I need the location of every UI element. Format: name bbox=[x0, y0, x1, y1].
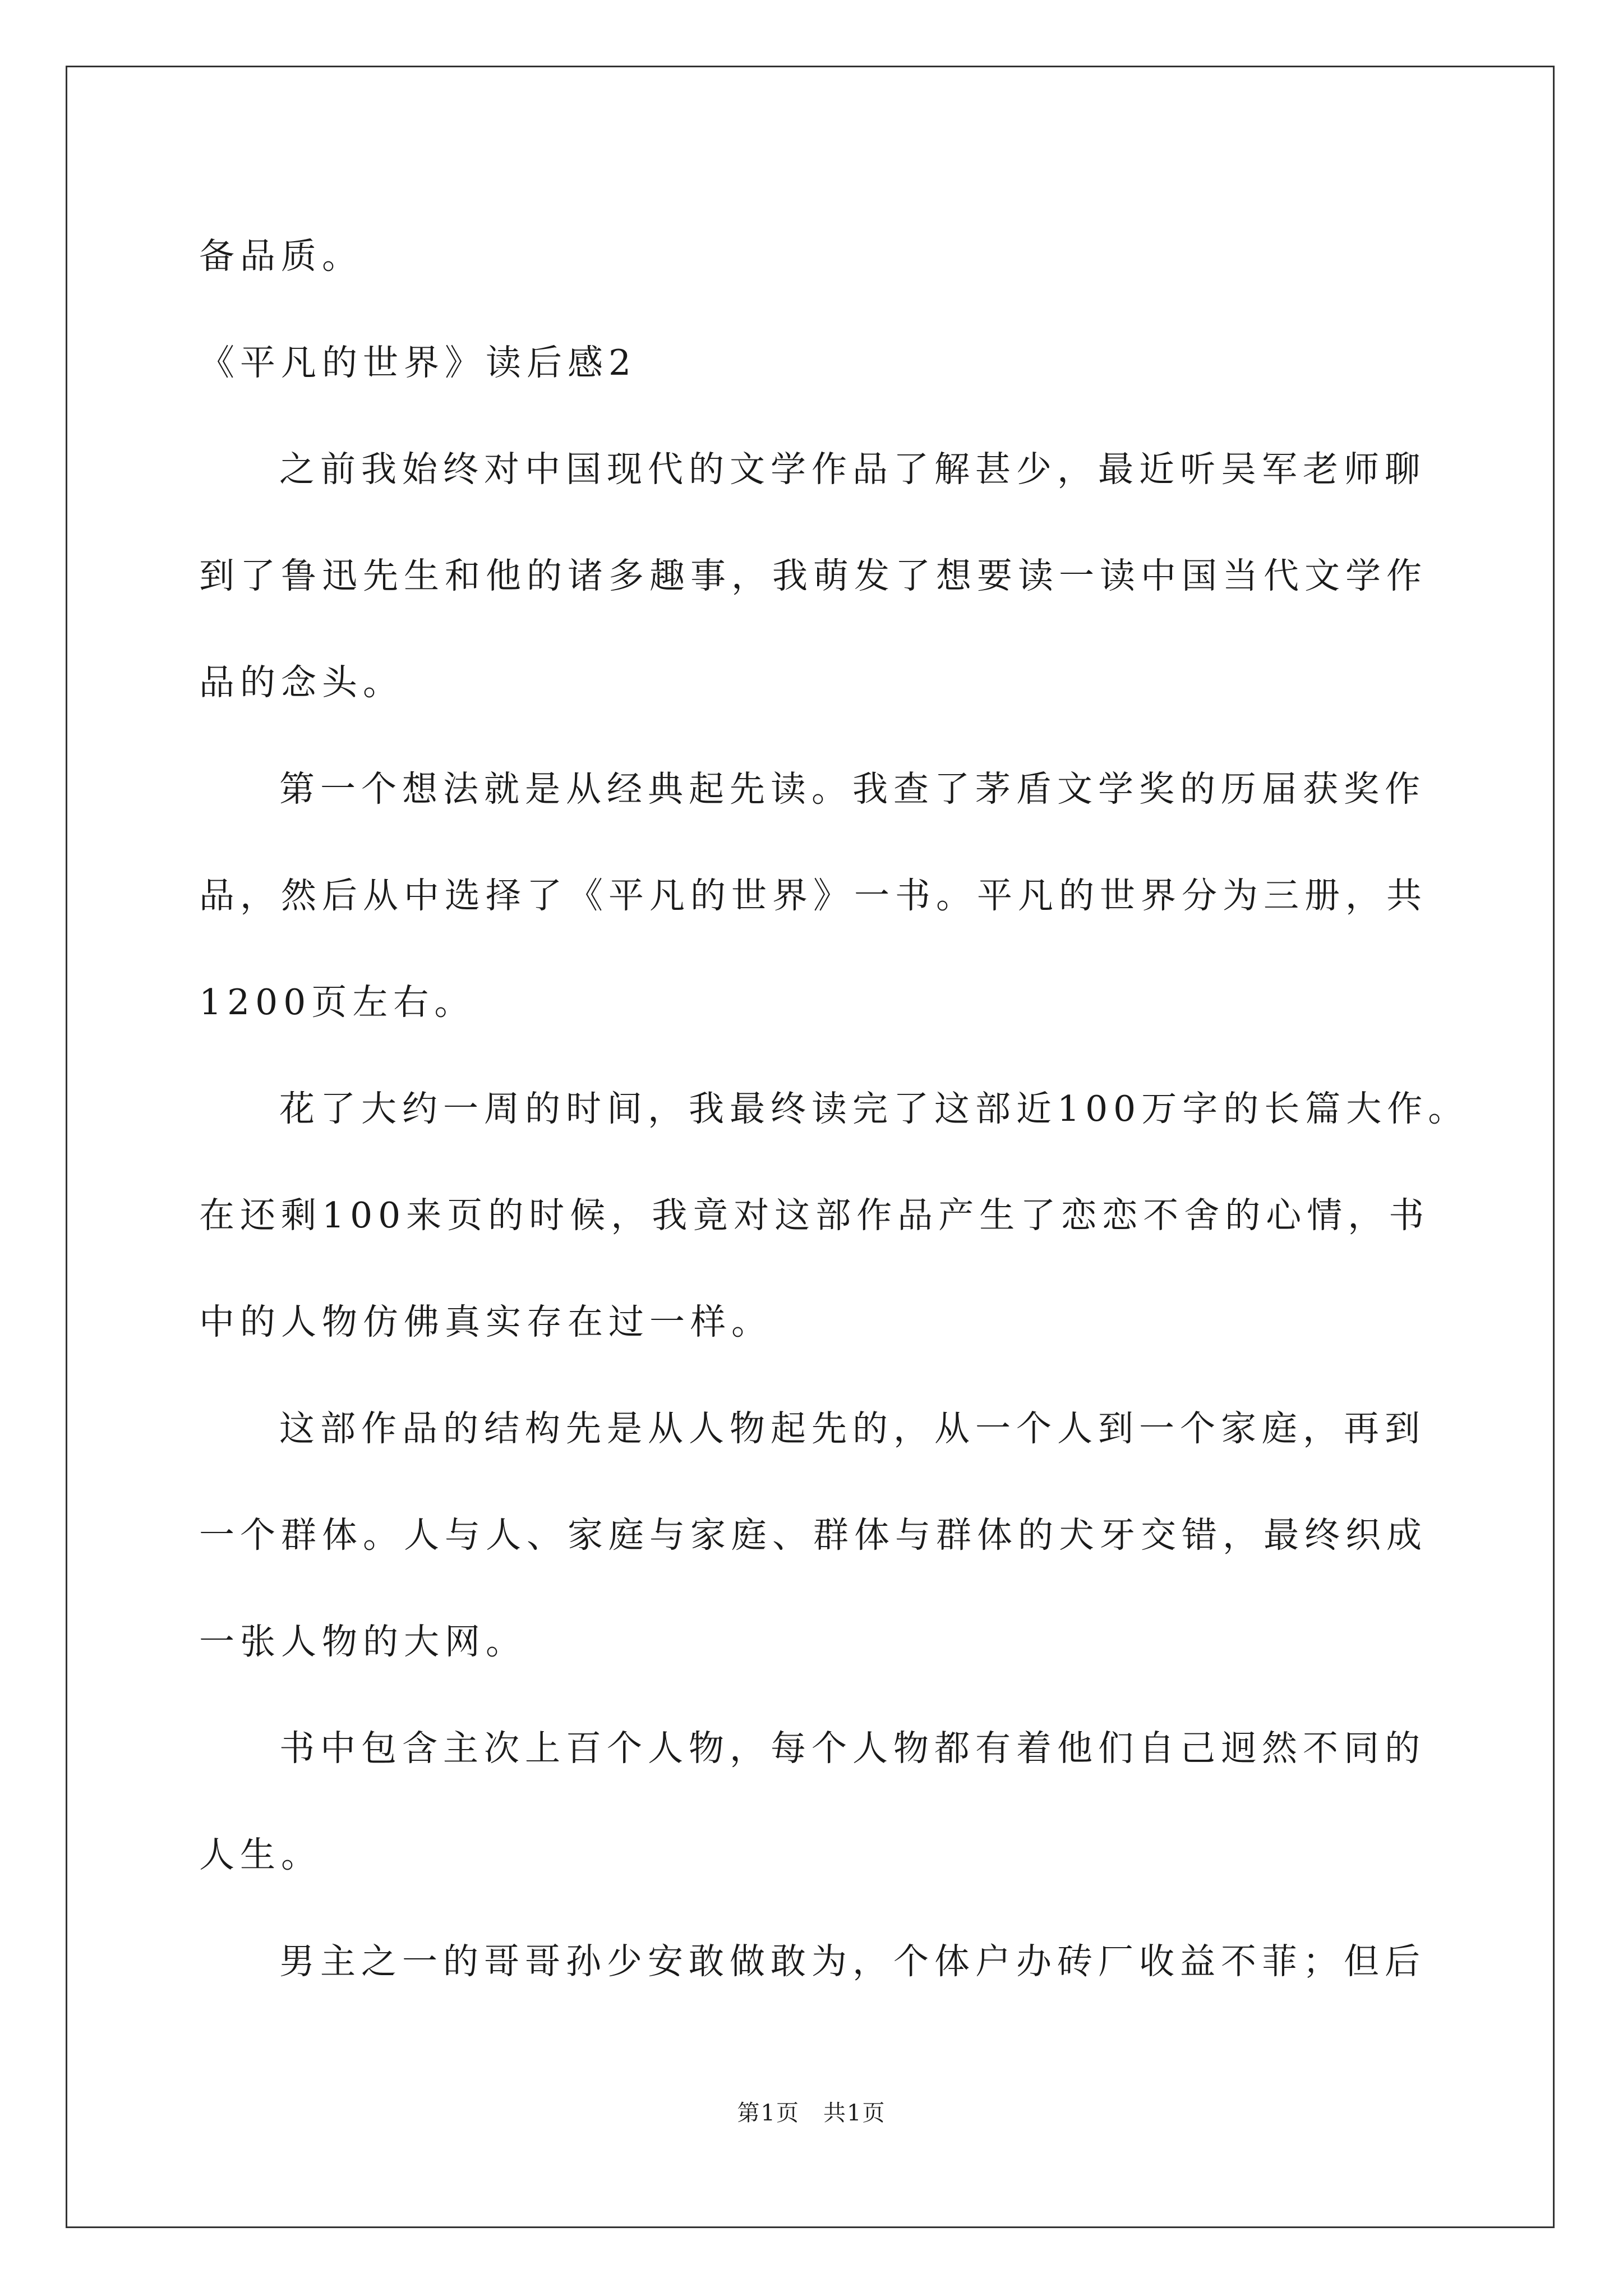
text-line: 在还剩100来页的时候，我竟对这部作品产生了恋恋不舍的心情，书 bbox=[199, 1195, 1430, 1236]
text-line: 人生。 bbox=[199, 1834, 322, 1875]
text-line: 到了鲁迅先生和他的诸多趣事，我萌发了想要读一读中国当代文学作 bbox=[199, 555, 1427, 596]
page-number: 第1页 共1页 bbox=[737, 2100, 886, 2126]
text-line: 花了大约一周的时间，我最终读完了这部近100万字的长篇大作。 bbox=[279, 1088, 1469, 1129]
text-line: 一个群体。人与人、家庭与家庭、群体与群体的犬牙交错，最终织成 bbox=[199, 1515, 1427, 1556]
text-line: 第一个想法就是从经典起先读。我查了茅盾文学奖的历届获奖作 bbox=[279, 769, 1426, 809]
text-line: 中的人物仿佛真实存在过一样。 bbox=[199, 1301, 772, 1342]
text-line: 备品质。 bbox=[199, 236, 363, 277]
text-line: 品的念头。 bbox=[199, 662, 404, 703]
text-line: 书中包含主次上百个人物，每个人物都有着他们自己迥然不同的 bbox=[279, 1728, 1426, 1769]
text-line: 之前我始终对中国现代的文学作品了解甚少，最近听吴军老师聊 bbox=[279, 449, 1426, 490]
section-title: 《平凡的世界》读后感2 bbox=[199, 342, 637, 383]
text-line: 品，然后从中选择了《平凡的世界》一书。平凡的世界分为三册，共 bbox=[199, 875, 1427, 916]
text-line: 这部作品的结构先是从人物起先的，从一个人到一个家庭，再到 bbox=[279, 1408, 1426, 1449]
text-line: 1200页左右。 bbox=[199, 982, 476, 1023]
document-body bbox=[199, 203, 1469, 2015]
text-line: 男主之一的哥哥孙少安敢做敢为，个体户办砖厂收益不菲；但后 bbox=[279, 1941, 1426, 1982]
text-line: 一张人物的大网。 bbox=[199, 1621, 527, 1662]
